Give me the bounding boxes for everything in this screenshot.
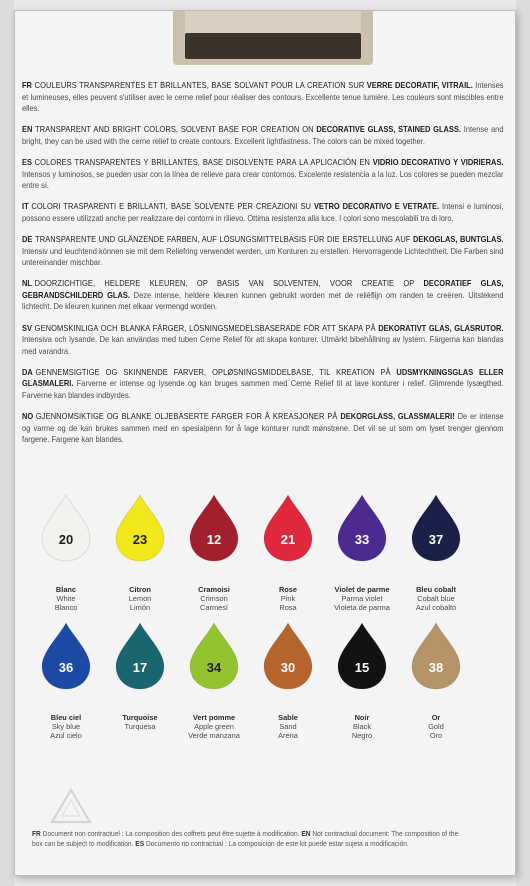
color-number: 38 <box>428 660 444 675</box>
footer-text-fr: Document non contractuel : La composition des coffrets peut être sujette à modification. <box>42 829 300 838</box>
language-code: DA <box>22 366 33 377</box>
color-drop-33 <box>336 494 388 562</box>
color-name-es: Verde manzana <box>188 730 240 740</box>
language-code: NO <box>22 411 34 422</box>
color-name-en: White <box>56 593 76 603</box>
color-label <box>174 586 254 612</box>
color-label <box>322 714 402 740</box>
color-label <box>396 586 476 612</box>
color-name-es: Limón <box>129 602 151 612</box>
description-nl <box>22 278 504 313</box>
color-drop-38 <box>410 622 462 690</box>
color-drop-21 <box>262 494 314 562</box>
color-number: 21 <box>280 532 296 547</box>
drop-shape <box>114 622 166 690</box>
color-name-fr: Sable <box>278 713 298 722</box>
color-number: 23 <box>132 532 148 547</box>
footer-code-es: ES <box>135 839 145 848</box>
background-right-edge <box>516 0 530 886</box>
description-emphasis: DEKORATIVT GLAS, GLASRUTOR. <box>378 322 504 333</box>
description-lead: COULEURS TRANSPARENTES ET BRILLANTES, BASE SOLVANT POUR LA CREATION SUR <box>34 80 365 90</box>
description-emphasis: DEKOGLAS, BUNTGLAS. <box>413 233 504 244</box>
drop-shape <box>114 494 166 562</box>
color-name-en: Apple green <box>194 721 234 731</box>
description-es <box>22 157 504 192</box>
color-name-en: Crimson <box>200 593 228 603</box>
color-name-fr: Bleu ciel <box>50 713 82 722</box>
language-code: SV <box>22 322 32 333</box>
color-drop-34 <box>188 622 240 690</box>
color-number: 33 <box>354 532 370 547</box>
description-body: Intensiva och lysande. De kan användas med tuben Cerne Relief för att skapa konturer. Utmärkt bibehållning av lystern. Färgerna kan blandas med varandra. <box>22 334 504 356</box>
color-name-en: Parma violet <box>341 593 383 603</box>
description-emphasis: VETRO DECORATIVO E VETRATE. <box>313 201 440 212</box>
drop-shape <box>40 622 92 690</box>
color-name-fr: Rose <box>278 585 298 594</box>
color-name-en: Black <box>352 721 372 731</box>
description-body: Intenses et lumineuses, elles peuvent s'utiliser avec le cerne relief pour réaliser des contours. Excellente tenue lumière. Les couleurs sont miscibles entre elles. <box>22 80 504 114</box>
color-drop-36 <box>40 622 92 690</box>
language-code: DE <box>22 233 33 244</box>
color-name-es: Arena <box>278 730 298 740</box>
color-number: 15 <box>354 660 370 675</box>
description-body: Farverne er intense og lysende og kan bruges sammen med Cerne Relief til at lave konturer i relief. Glimrende lysægthed. Farverne kan blandes indbyrdes. <box>22 378 504 400</box>
description-sv <box>22 323 504 358</box>
legal-footer <box>32 829 464 849</box>
description-no <box>22 411 504 446</box>
box-hang-tab-top <box>185 11 361 33</box>
color-label <box>248 714 328 740</box>
description-body: Deze intense, heldere kleuren kunnen gebruikt worden met de reliëflijn om randen te creëren. Uitstekend lichtecht. De kleuren kunnen met elkaar vermengd worden. <box>22 289 504 312</box>
description-emphasis: UDSMYKNINGSGLAS ELLER GLASMALERI. <box>22 366 504 389</box>
drop-shape <box>410 622 462 690</box>
description-en <box>22 124 504 147</box>
color-drop-30 <box>262 622 314 690</box>
description-emphasis: DECORATIEF GLAS, GEBRANDSCHILDERD GLAS. <box>22 278 504 300</box>
language-code: NL <box>22 278 32 289</box>
language-code: ES <box>22 156 32 167</box>
description-body: Intensi e luminosi, possono essere utilizzati anche per realizzare dei contorni in rilievo. Ottima resistenza alla luce. I colori sono mescolabili tra di loro. <box>22 201 504 223</box>
description-lead: COLORI TRASPARENTI E BRILLANTI, BASE SOLVENTE PER CREAZIONI SU <box>31 201 312 212</box>
drop-shape <box>188 494 240 562</box>
color-name-en: Cobalt blue <box>417 593 455 603</box>
color-name-fr: Citron <box>129 585 151 594</box>
color-name-es: Carmesí <box>200 602 228 612</box>
footer-code-en: EN <box>301 829 311 838</box>
description-emphasis: DEKORGLASS, GLASSMALERI! <box>340 411 455 422</box>
color-name-en: Sky blue <box>51 721 81 731</box>
description-emphasis: VIDRIO DECORATIVO Y VIDRIERAS. <box>372 156 504 167</box>
color-label <box>26 714 106 740</box>
color-name-es: Negro <box>351 730 373 740</box>
color-name-es: Azul cielo <box>50 730 82 740</box>
color-label <box>322 586 402 612</box>
description-body: Intense and bright, they can be used with the cerne relief to create contours. Excellent lightfastness. The colors can be mixed together. <box>22 124 504 146</box>
description-body: Intensiv und leuchtend können sie mit dem Reliefring verwendet werden, um Konturen zu erstellen. Hervorragende Lichtechtheit. Die Farben sind untereinander mischbar. <box>22 245 504 268</box>
drop-shape <box>188 622 240 690</box>
color-number: 37 <box>428 532 444 547</box>
footer-code-fr: FR <box>32 829 41 838</box>
drop-shape <box>262 494 314 562</box>
color-name-en: Lemon <box>128 593 152 603</box>
color-name-es: Violeta de parma <box>334 602 390 612</box>
description-da <box>22 367 504 402</box>
footer-text-en: Not contractual document: The composition of the box can be subject to modification. <box>32 829 459 848</box>
description-fr <box>22 80 504 115</box>
color-name-fr: Vert pomme <box>192 713 236 722</box>
color-number: 34 <box>206 660 222 675</box>
color-name-fr: Noir <box>354 713 370 722</box>
footer-text-es: Documento no contractual : La composición de este kit puede estar sujeta a modificación. <box>145 839 409 848</box>
description-emphasis: VERRE DECORATIF, VITRAIL. <box>366 80 473 90</box>
color-drop-20 <box>40 494 92 562</box>
color-drop-17 <box>114 622 166 690</box>
drop-shape <box>40 494 92 562</box>
color-name-fr: Cramoisi <box>198 585 230 594</box>
color-label <box>100 586 180 612</box>
language-code: EN <box>22 124 33 135</box>
description-body: Intensos y luminosos, se pueden usar con la línea de relieve para crear contornos. Excelente resistencia a la luz. Los colores se pueden mezclar entre sí. <box>22 168 504 191</box>
drop-shape <box>336 622 388 690</box>
description-it <box>22 201 504 224</box>
color-drop-23 <box>114 494 166 562</box>
description-de <box>22 234 504 269</box>
description-lead: GJENNOMSIKTIGE OG BLANKE OLJEBASERTE FARGER FOR Å KREASJONER PÅ <box>35 411 338 422</box>
color-label <box>100 714 180 732</box>
description-lead: COLORES TRANSPARENTES Y BRILLANTES, BASE DISOLVENTE PARA LA APLICACIÓN EN <box>34 156 370 167</box>
language-code: FR <box>22 80 32 90</box>
drop-shape <box>262 622 314 690</box>
recycle-triangle-icon <box>48 786 94 826</box>
color-name-fr: Violet de parme <box>334 585 390 594</box>
color-name-en: Turquesa <box>124 721 156 731</box>
color-label <box>26 586 106 612</box>
color-number: 20 <box>58 532 74 547</box>
description-lead: TRANSPARENTE UND GLÄNZENDE FARBEN, AUF LÖSUNGSMITTELBASIS FÜR DIE ERSTELLUNG AUF <box>35 233 411 244</box>
color-name-fr: Or <box>431 713 441 722</box>
color-name-en: Gold <box>428 721 444 731</box>
color-drop-12 <box>188 494 240 562</box>
drop-shape <box>410 494 462 562</box>
color-number: 30 <box>280 660 296 675</box>
color-name-en: Sand <box>279 721 297 731</box>
color-name-en: Pink <box>280 593 296 603</box>
description-lead: DOORZICHTIGE, HELDERE KLEUREN, OP BASIS VAN SOLVENTEN, VOOR CREATIE OP <box>34 278 415 289</box>
color-drop-15 <box>336 622 388 690</box>
color-name-es: Oro <box>429 730 443 740</box>
description-lead: TRANSPARENT AND BRIGHT COLORS, SOLVENT BASE FOR CREATION ON <box>35 124 314 135</box>
color-name-es: Azul cobalto <box>415 602 457 612</box>
description-lead: GENNEMSIGTIGE OG SKINNENDE FARVER, OPLØSNINGSMIDDELBASE, TIL KREATION PÅ <box>35 366 391 377</box>
multilingual-description <box>22 80 504 455</box>
color-name-fr: Bleu cobalt <box>416 585 456 594</box>
drop-shape <box>336 494 388 562</box>
color-label <box>248 586 328 612</box>
box-hang-hole <box>185 33 361 59</box>
color-name-fr: Blanc <box>55 585 77 594</box>
description-emphasis: DECORATIVE GLASS, STAINED GLASS. <box>316 124 461 135</box>
color-name-es: Rosa <box>279 602 297 612</box>
color-number: 17 <box>132 660 148 675</box>
color-name-es: Blanco <box>54 602 78 612</box>
language-code: IT <box>22 201 29 212</box>
background-left-edge <box>0 0 14 886</box>
description-lead: GENOMSKINLIGA OCH BLANKA FÄRGER, LÖSNINGSMEDELSBASERADE FÖR ATT SKAPA PÅ <box>34 322 376 333</box>
color-drop-37 <box>410 494 462 562</box>
color-number: 12 <box>206 532 222 547</box>
color-label <box>174 714 254 740</box>
color-name-fr: Turquoise <box>122 713 158 722</box>
color-number: 36 <box>58 660 74 675</box>
description-body: De er intense og varme og de kan brukes sammen med en spesialpenn for å lage konturer rundt mønstrene. Det vil se ut som om lyset trenger gjennom fargene. Fargene kan blandes. <box>22 411 504 445</box>
color-label <box>396 714 476 740</box>
